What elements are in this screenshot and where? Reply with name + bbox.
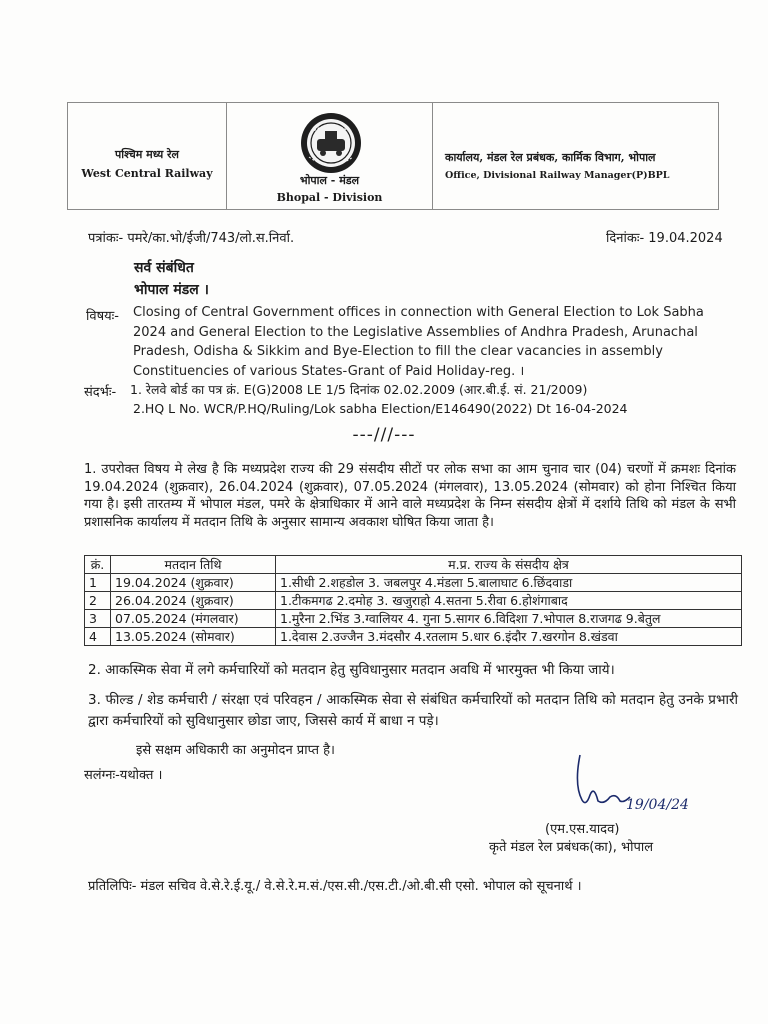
indian-railways-logo-icon bbox=[297, 111, 365, 179]
signature-date: 19/04/24 bbox=[626, 797, 689, 813]
table-header: मतदान तिथि bbox=[111, 556, 276, 574]
paragraph-3: 3. फील्ड / शेड कर्मचारी / संरक्षा एवं परिवहन / आकस्मिक सेवा से संबंधित कर्मचारियों को मतदान तिथि को मतदान हेतु उनके प्रभारी द्वारा कर्मचारियों को सुविधानुसार छोडा जाए, जिससे कार्य में बाधा न पड़े। bbox=[88, 692, 738, 729]
table-row bbox=[85, 592, 742, 610]
letterhead-division bbox=[227, 103, 433, 209]
letterhead-office bbox=[433, 103, 718, 209]
reference-item-1: 1. रेलवे बोर्ड का पत्र क्रं. E(G)2008 LE 1/5 दिनांक 02.02.2009 (आर.बी.ई. सं. 21/2009) bbox=[130, 382, 588, 397]
paragraph-2: 2. आकस्मिक सेवा में लगे कर्मचारियों को मतदान हेतु सुविधानुसार मतदान अवधि में भारमुक्त भी किया जाये। bbox=[88, 662, 615, 678]
approval-note: इसे सक्षम अधिकारी का अनुमोदन प्राप्त है। bbox=[136, 743, 335, 758]
reference-number: पत्रांकः- पमरे/का.भो/ईजी/743/लो.स.निर्वा. bbox=[88, 231, 295, 246]
table-cell: 1.देवास 2.उज्जैन 3.मंदसौर 4.रतलाम 5.धार 6.इंदौर 7.खरगोन 8.खंडवा bbox=[276, 628, 742, 646]
table-cell: 1 bbox=[85, 574, 111, 592]
org-name-hindi: पश्चिम मध्य रेल bbox=[114, 148, 180, 161]
table-row bbox=[85, 574, 742, 592]
table-cell: 26.04.2024 (शुक्रवार) bbox=[111, 592, 276, 610]
table-cell: 2 bbox=[85, 592, 111, 610]
table-header: म.प्र. राज्य के संसदीय क्षेत्र bbox=[276, 556, 742, 574]
office-name-english: Office, Divisional Railway Manager(P)BPL bbox=[445, 170, 670, 181]
org-name-english: West Central Railway bbox=[81, 167, 213, 180]
enclosure-note: सलंग्नः-यथोक्त । bbox=[84, 768, 163, 783]
table-row bbox=[85, 628, 742, 646]
table-cell: 1.सीधी 2.शहडोल 3. जबलपुर 4.मंडला 5.बालाघाट 6.छिंदवाडा bbox=[276, 574, 742, 592]
section-separator: ---///--- bbox=[352, 425, 416, 445]
table-header: क्रं. bbox=[85, 556, 111, 574]
signatory-designation: कृते मंडल रेल प्रबंधक(का), भोपाल bbox=[489, 840, 654, 855]
reference-label: संदर्भः- bbox=[84, 385, 117, 400]
addressee-line-2: भोपाल मंडल । bbox=[134, 282, 209, 298]
subject-text: Closing of Central Government offices in connection with General Election to Lok Sabha 2024 and General Election to the Legislative Assemblies of Andhra Pradesh, Arunachal Pradesh, Odisha & Sikkim and Bye-Election to fill the clear vacancies in assembly Constituencies of various States-Grant of Paid Holiday-reg. । bbox=[133, 305, 704, 379]
table-cell: 1.मुरैना 2.भिंड 3.ग्वालियर 4. गुना 5.सागर 6.विदिशा 7.भोपाल 8.राजगढ 9.बेतुल bbox=[276, 610, 742, 628]
table-header-row bbox=[85, 556, 742, 574]
letterhead bbox=[67, 102, 719, 210]
letterhead-org bbox=[68, 103, 227, 209]
polling-schedule-table bbox=[84, 555, 742, 646]
subject-label: विषयः- bbox=[86, 309, 119, 324]
division-name-english: Bhopal - Division bbox=[276, 191, 383, 204]
division-name-hindi: भोपाल - मंडल bbox=[299, 174, 360, 187]
table-cell: 4 bbox=[85, 628, 111, 646]
table-cell: 19.04.2024 (शुक्रवार) bbox=[111, 574, 276, 592]
table-cell: 07.05.2024 (मंगलवार) bbox=[111, 610, 276, 628]
office-name-hindi: कार्यालय, मंडल रेल प्रबंधक, कार्मिक विभाग, भोपाल bbox=[445, 151, 656, 164]
table-cell: 1.टीकमगढ 2.दमोह 3. खजुराहो 4.सतना 5.रीवा 6.होशंगाबाद bbox=[276, 592, 742, 610]
signatory-name: (एम.एस.यादव) bbox=[545, 822, 620, 837]
letter-date: दिनांकः- 19.04.2024 bbox=[606, 231, 723, 246]
table-cell: 13.05.2024 (सोमवार) bbox=[111, 628, 276, 646]
copy-to: प्रतिलिपिः- मंडल सचिव वे.से.रे.ई.यू./ वे.से.रे.म.सं./एस.सी./एस.टी./ओ.बी.सी एसो. भोपाल को सूचनार्थ । bbox=[88, 879, 582, 894]
reference-item-2: 2.HQ L No. WCR/P.HQ/Ruling/Lok sabha Election/E146490(2022) Dt 16-04-2024 bbox=[133, 401, 628, 416]
addressee-line-1: सर्व संबंधित bbox=[134, 260, 194, 276]
table-cell: 3 bbox=[85, 610, 111, 628]
table-row bbox=[85, 610, 742, 628]
paragraph-1: 1. उपरोक्त विषय मे लेख है कि मध्यप्रदेश राज्य की 29 संसदीय सीटों पर लोक सभा का आम चुनाव चार (04) चरणों में क्रमशः दिनांक 19.04.2024 (शुक्रवार), 26.04.2024 (शुक्रवार), 07.05.2024 (मंगलवार), 13.05.2024 (सोमवार) को होना निश्चित किया गया है। इसी तारतम्य में भोपाल मंडल, पमरे के क्षेत्राधिकार में आने वाले मध्यप्रदेश के निम्न संसदीय क्षेत्रों में दर्शाये तिथि को मंडल के सभी प्रशासनिक कार्यालय में मतदान तिथि के अनुसार सामान्य अवकाश घोषित किया जाता है। bbox=[84, 462, 736, 530]
handwritten-signature bbox=[570, 745, 700, 825]
